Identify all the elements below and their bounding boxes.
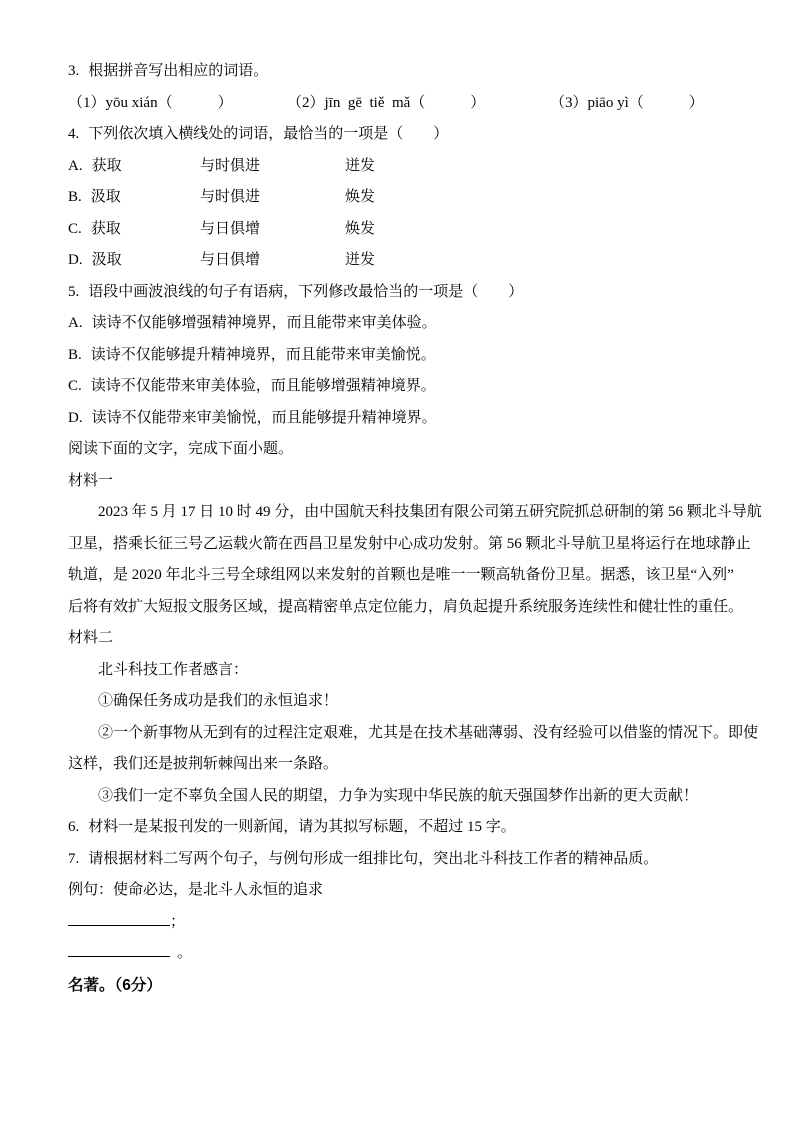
question-7-number: 7. — [68, 850, 80, 867]
question-4-option-c — [68, 214, 734, 246]
option-label: A. — [68, 157, 83, 174]
option-label: C. — [68, 220, 82, 237]
material-1-paragraph-line: 卫星，搭乘长征三号乙运载火箭在西昌卫星发射中心成功发射。第 56 颗北斗导航卫星将运行在地球静止 — [68, 535, 751, 552]
option-text: 读诗不仅能带来审美愉悦，而且能够提升精神境界。 — [91, 409, 437, 426]
option-word-2: 与时俱进 — [200, 189, 261, 205]
question-4-option-a — [68, 151, 734, 183]
question-3-stem — [68, 56, 734, 88]
option-word-1: 汲取 — [90, 189, 121, 205]
question-7-stem — [68, 844, 734, 876]
material-2-title: 材料二 — [68, 630, 114, 646]
question-5-option-c — [68, 371, 734, 403]
question-5-option-a — [68, 308, 734, 340]
option-word-2: 与时俱进 — [200, 157, 261, 174]
blank-2-punctuation: 。 — [177, 945, 193, 961]
option-word-1: 获取 — [90, 220, 121, 237]
answer-blank-rule — [68, 910, 170, 926]
option-word-3: 迸发 — [345, 157, 376, 174]
question-3-pinyin-blanks — [68, 88, 734, 120]
option-label: D. — [68, 252, 83, 268]
material-1-paragraph-line: 后将有效扩大短报文服务区域，提高精密单点定位能力，肩负起提升系统服务连续性和健壮性的重任。 — [68, 598, 744, 615]
option-label: D. — [68, 409, 83, 426]
answer-blank-line-2 — [68, 938, 734, 970]
option-word-3: 焕发 — [345, 189, 376, 205]
material-2-paragraph-line: ①确保任务成功是我们的永恒追求！ — [68, 693, 339, 709]
question-4-stem — [68, 119, 734, 151]
material-2-paragraph-line: 这样，我们还是披荆斩棘闯出来一条路。 — [68, 756, 339, 772]
material-2-paragraph-line: ②一个新事物从无到有的过程注定艰难，尤其是在技术基础薄弱、没有经验可以借鉴的情况下。即使 — [68, 724, 759, 741]
question-6-number: 6. — [68, 819, 80, 835]
question-5-option-d — [68, 403, 734, 435]
option-label: B. — [68, 189, 82, 205]
question-5-number: 5. — [68, 283, 80, 300]
option-text: 读诗不仅能够增强精神境界，而且能带来审美体验。 — [91, 315, 437, 331]
question-4-option-b — [68, 182, 734, 214]
pinyin-item-2: （2）jīn gē tiě mǎ（ ） — [287, 94, 486, 111]
option-label: C. — [68, 378, 82, 394]
question-5-stem — [68, 277, 734, 309]
option-word-2: 与日俱增 — [200, 220, 261, 237]
question-7-text: 请根据材料二写两个句子，与例句形成一组排比句，突出北斗科技工作者的精神品质。 — [88, 850, 659, 867]
option-word-2: 与日俱增 — [200, 252, 261, 268]
reading-intro: 阅读下面的文字，完成下面小题。 — [68, 441, 294, 457]
question-4-option-d — [68, 245, 734, 277]
section-heading-mingzhu: 名著。（6分） — [68, 976, 162, 994]
pinyin-item-1: （1）yōu xián（ ） — [68, 94, 233, 111]
question-4-number: 4. — [68, 126, 80, 142]
question-5-option-b — [68, 340, 734, 372]
option-word-1: 汲取 — [91, 252, 122, 268]
blank-1-punctuation: ； — [170, 913, 186, 930]
question-3-text: 根据拼音写出相应的词语。 — [88, 63, 269, 79]
option-text: 读诗不仅能够提升精神境界，而且能带来审美愉悦。 — [90, 346, 436, 363]
pinyin-item-3: （3）piāo yì（ ） — [550, 94, 704, 111]
material-1-paragraph-line: 轨道，是 2020 年北斗三号全球组网以来发射的首颗也是唯一一颗高轨备份卫星。据悉，该卫星“入列” — [68, 567, 734, 583]
option-label: B. — [68, 346, 82, 363]
answer-blank-line-1 — [68, 907, 734, 939]
option-word-3: 焕发 — [345, 220, 376, 237]
option-label: A. — [68, 315, 83, 331]
question-4-text: 下列依次填入横线处的词语，最恰当的一项是（ ） — [88, 126, 449, 142]
question-5-text: 语段中画波浪线的句子有语病，下列修改最恰当的一项是（ ） — [88, 283, 524, 300]
material-1-title: 材料一 — [68, 472, 114, 489]
question-6-text: 材料一是某报刊发的一则新闻，请为其拟写标题，不超过 15 字。 — [88, 819, 516, 835]
question-3-number: 3. — [68, 63, 80, 79]
option-word-3: 迸发 — [345, 252, 376, 268]
question-6-stem — [68, 812, 734, 844]
question-7-example: 例句：使命必达，是北斗人永恒的追求 — [68, 882, 324, 898]
option-word-1: 获取 — [91, 157, 122, 174]
material-1-paragraph-line: 2023 年 5 月 17 日 10 时 49 分，由中国航天科技集团有限公司第五研究院抓总研制的第 56 颗北斗导航 — [68, 504, 762, 520]
answer-blank-rule — [68, 941, 170, 957]
option-text: 读诗不仅能带来审美体验，而且能够增强精神境界。 — [90, 378, 436, 394]
material-2-paragraph-line: 北斗科技工作者感言： — [68, 661, 249, 678]
material-2-paragraph-line: ③我们一定不辜负全国人民的期望，力争为实现中华民族的航天强国梦作出新的更大贡献！ — [68, 787, 699, 804]
